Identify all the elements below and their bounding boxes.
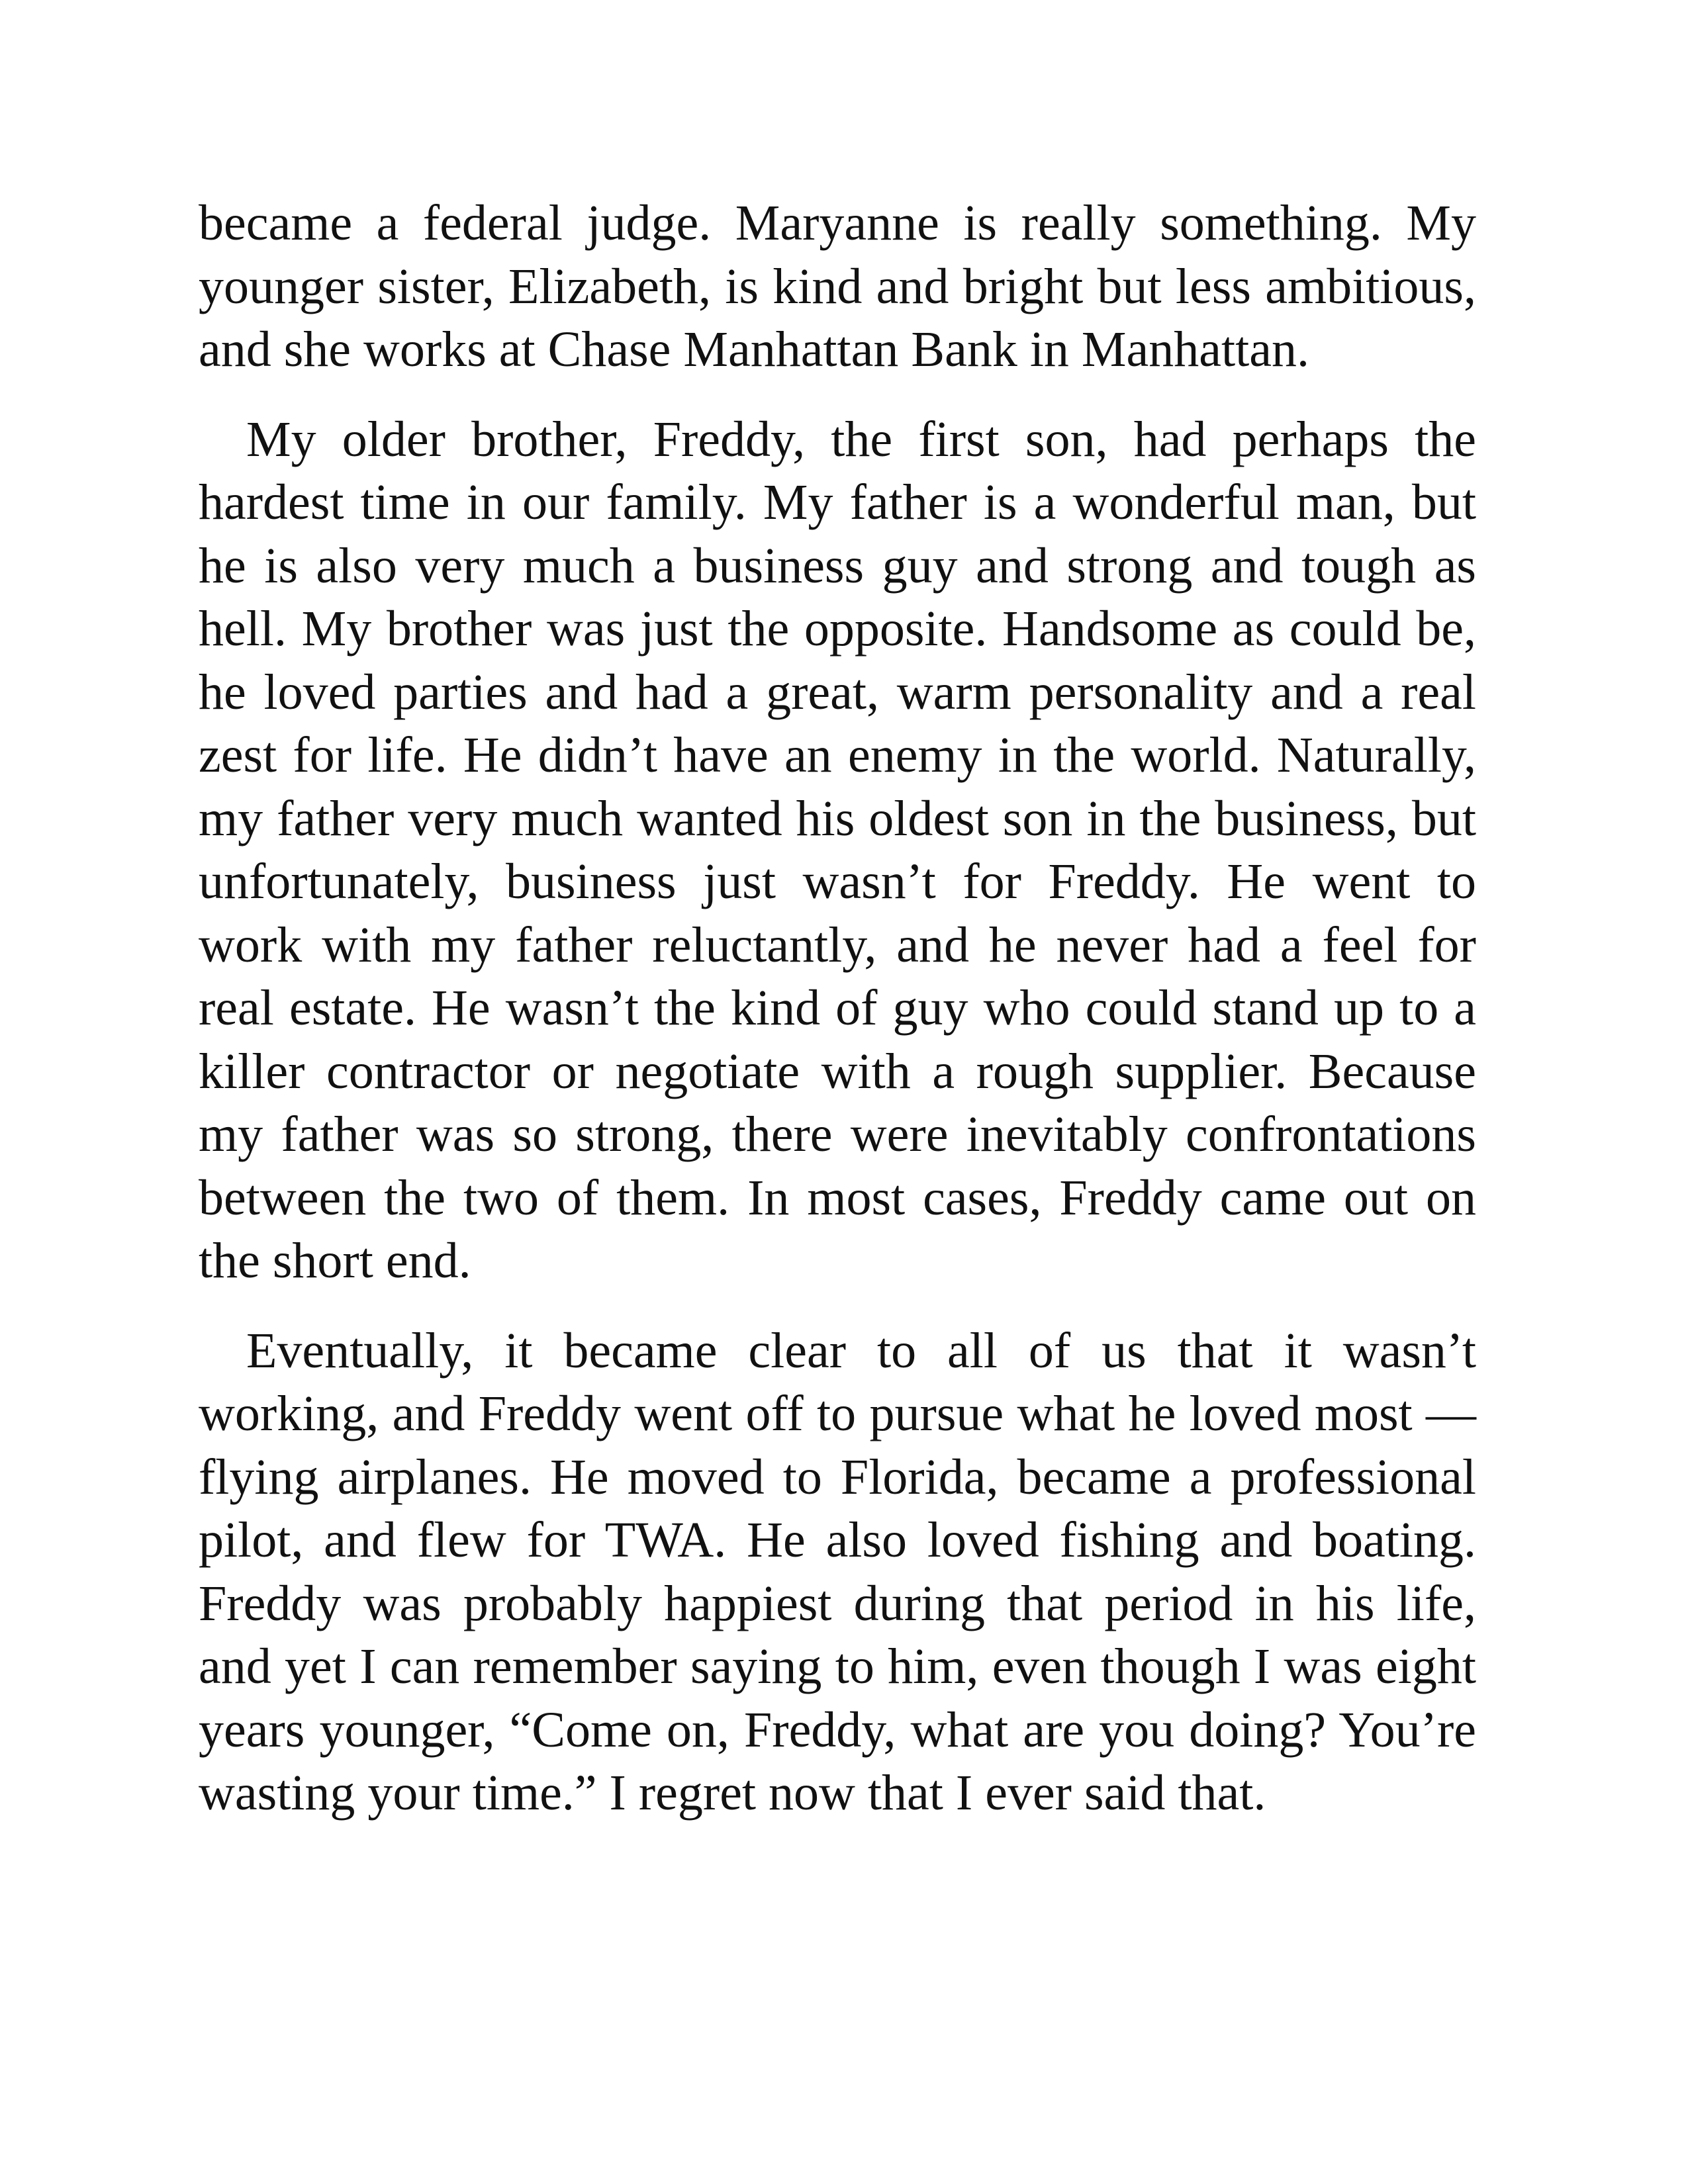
paragraph-1: became a federal judge. Maryanne is really something. My younger sister, Elizabeth, is kind and bright but less ambitious, and she works at Chase Manhattan Bank in Manhattan.	[199, 195, 1476, 377]
paragraph-3: Eventually, it became clear to all of us that it wasn’t working, and Freddy went off to pursue what he loved most —flying airplanes. He moved to Florida, became a professional pilot, and flew for TWA. He also loved fishing and boating. Freddy was probably happiest during that period in his life, and yet I can remember saying to him, even though I was eight years younger, “Come on, Freddy, what are you doing? You’re wasting your time.” I regret now that I ever said that.	[199, 1322, 1476, 1821]
paragraph-2: My older brother, Freddy, the first son, had perhaps the hardest time in our family. My father is a wonderful man, but he is also very much a business guy and strong and tough as hell. My brother was just the opposite. Handsome as could be, he loved parties and had a great, warm personality and a real zest for life. He didn’t have an enemy in the world. Naturally, my father very much wanted his oldest son in the business, but unfortunately, business just wasn’t for Freddy. He went to work with my father reluctantly, and he never had a feel for real estate. He wasn’t the kind of guy who could stand up to a killer contractor or negotiate with a rough supplier. Because my father was so strong, there were inevitably confrontations between the two of them. In most cases, Freddy came out on the short end.	[199, 411, 1476, 1289]
document-page	[199, 192, 1476, 1852]
